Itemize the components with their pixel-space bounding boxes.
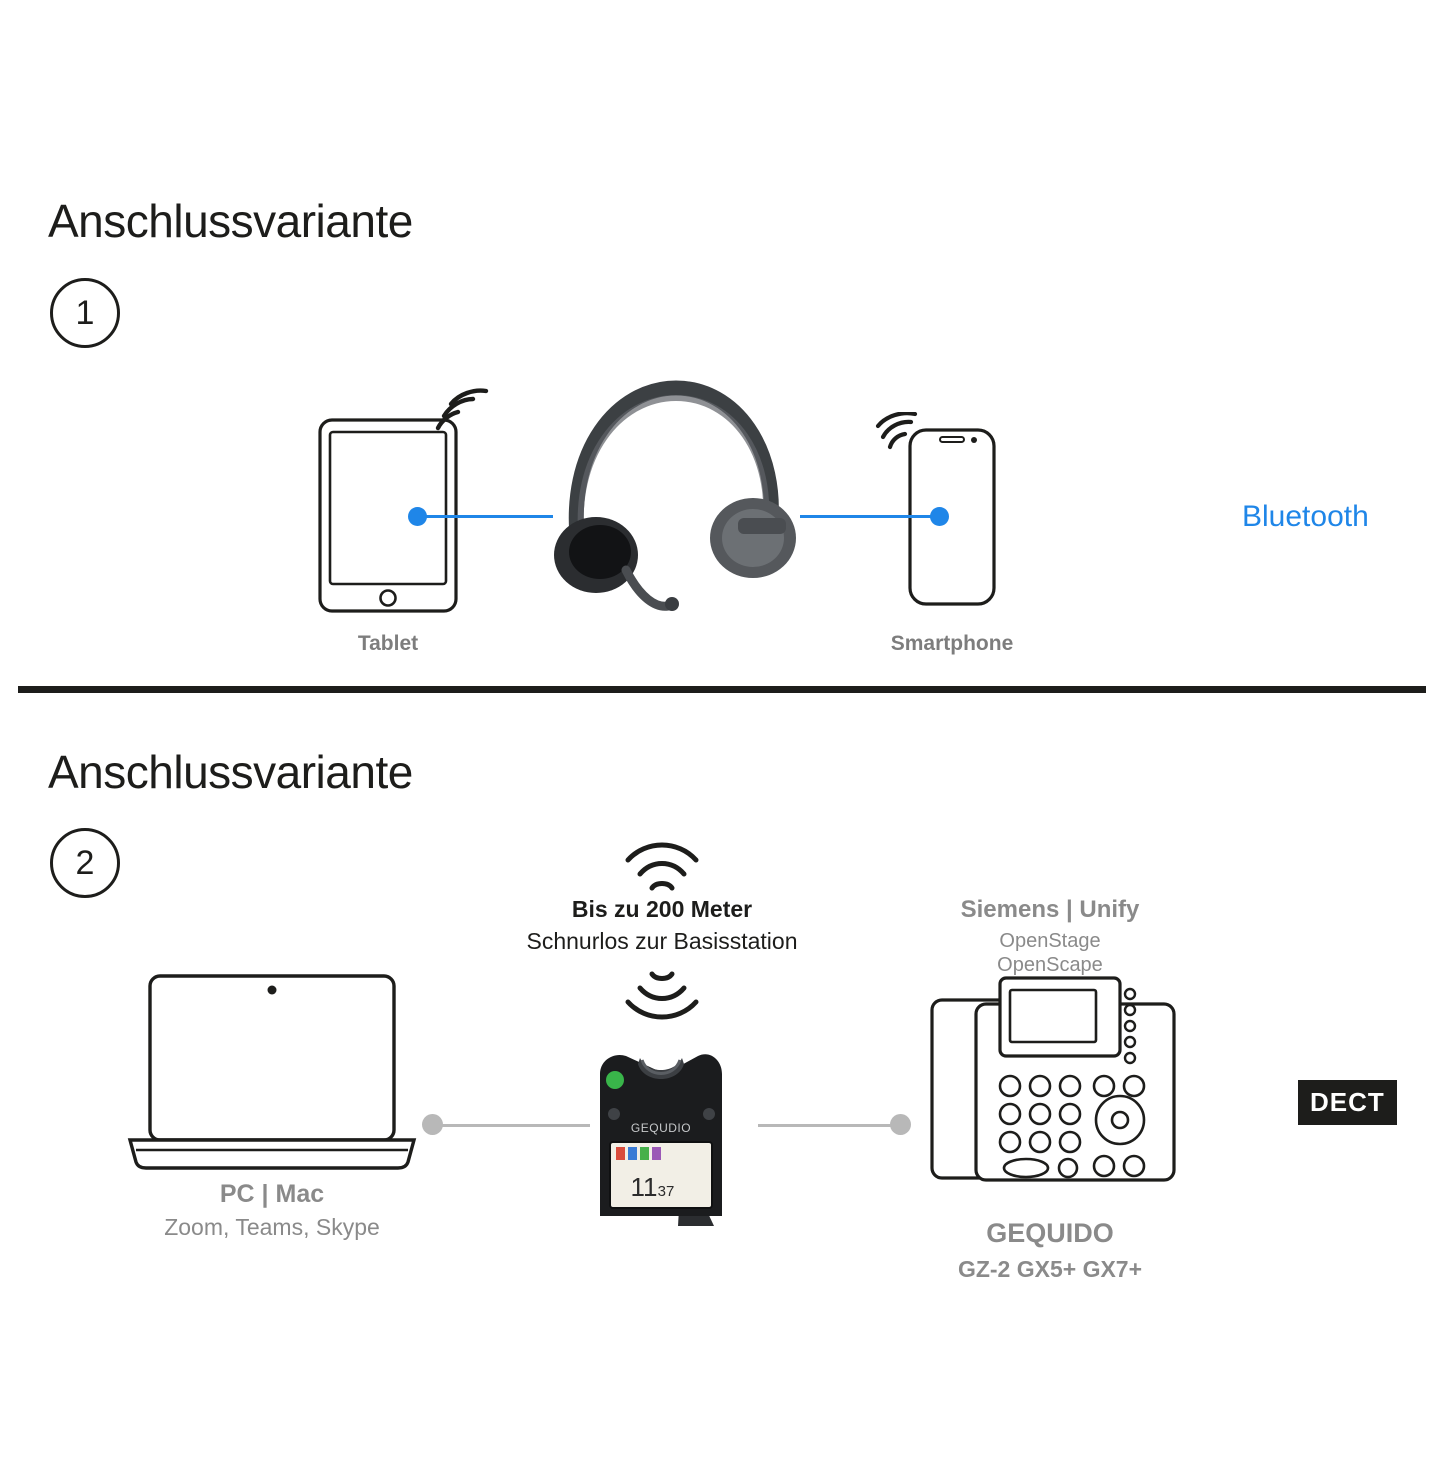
connection-line-headset-smartphone (800, 515, 942, 518)
range-subtitle: Schnurlos zur Basisstation (526, 928, 798, 954)
section-dect (0, 700, 1445, 1457)
desk-phone-device (918, 968, 1180, 1208)
connection-dot-phone (890, 1114, 911, 1135)
tablet-caption: Tablet (357, 632, 419, 655)
svg-text:11: 11 (630, 1172, 658, 1202)
section-2-number-badge (50, 828, 120, 898)
connection-dot-tablet (408, 507, 427, 526)
desk-phone-vendor-line1: OpenStage (999, 930, 1101, 952)
svg-text:37: 37 (657, 1183, 675, 1200)
connection-line-tablet-headset (418, 515, 553, 518)
desk-phone-models: GZ-2 GX5+ GX7+ (957, 1256, 1143, 1282)
section-bluetooth (0, 0, 1445, 690)
section-divider (18, 686, 1426, 693)
laptop-caption: PC | Mac (219, 1180, 325, 1208)
desk-phone-vendor-line2: OpenScape (997, 954, 1103, 976)
section-1-number: 1 (75, 293, 95, 332)
section-2-number: 2 (75, 843, 95, 882)
bluetooth-tag: Bluetooth (1242, 500, 1369, 533)
connection-dot-laptop (422, 1114, 443, 1135)
desk-phone-vendor: Siemens | Unify (960, 896, 1140, 923)
laptop-device (122, 972, 422, 1172)
connection-line-laptop-base (440, 1124, 590, 1127)
headset-device (548, 370, 798, 620)
connection-dot-smartphone (930, 507, 949, 526)
section-1-title: Anschlussvariante (48, 195, 413, 247)
base-station-device (586, 1038, 742, 1238)
section-2-title: Anschlussvariante (48, 746, 413, 798)
laptop-sub-caption: Zoom, Teams, Skype (164, 1214, 380, 1240)
dect-tag: DECT (1298, 1080, 1397, 1125)
connection-line-base-phone (758, 1124, 906, 1127)
range-wave-bottom-icon (616, 968, 708, 1022)
svg-text:GEQUDIO: GEQUDIO (630, 1121, 692, 1135)
smartphone-caption: Smartphone (890, 632, 1014, 655)
range-title: Bis zu 200 Meter (571, 896, 753, 922)
desk-phone-caption: GEQUIDO (986, 1218, 1114, 1248)
smartphone-wireless-icon (874, 412, 926, 452)
section-1-number-badge (50, 278, 120, 348)
range-wave-top-icon (616, 840, 708, 894)
tablet-wireless-icon (432, 386, 494, 434)
